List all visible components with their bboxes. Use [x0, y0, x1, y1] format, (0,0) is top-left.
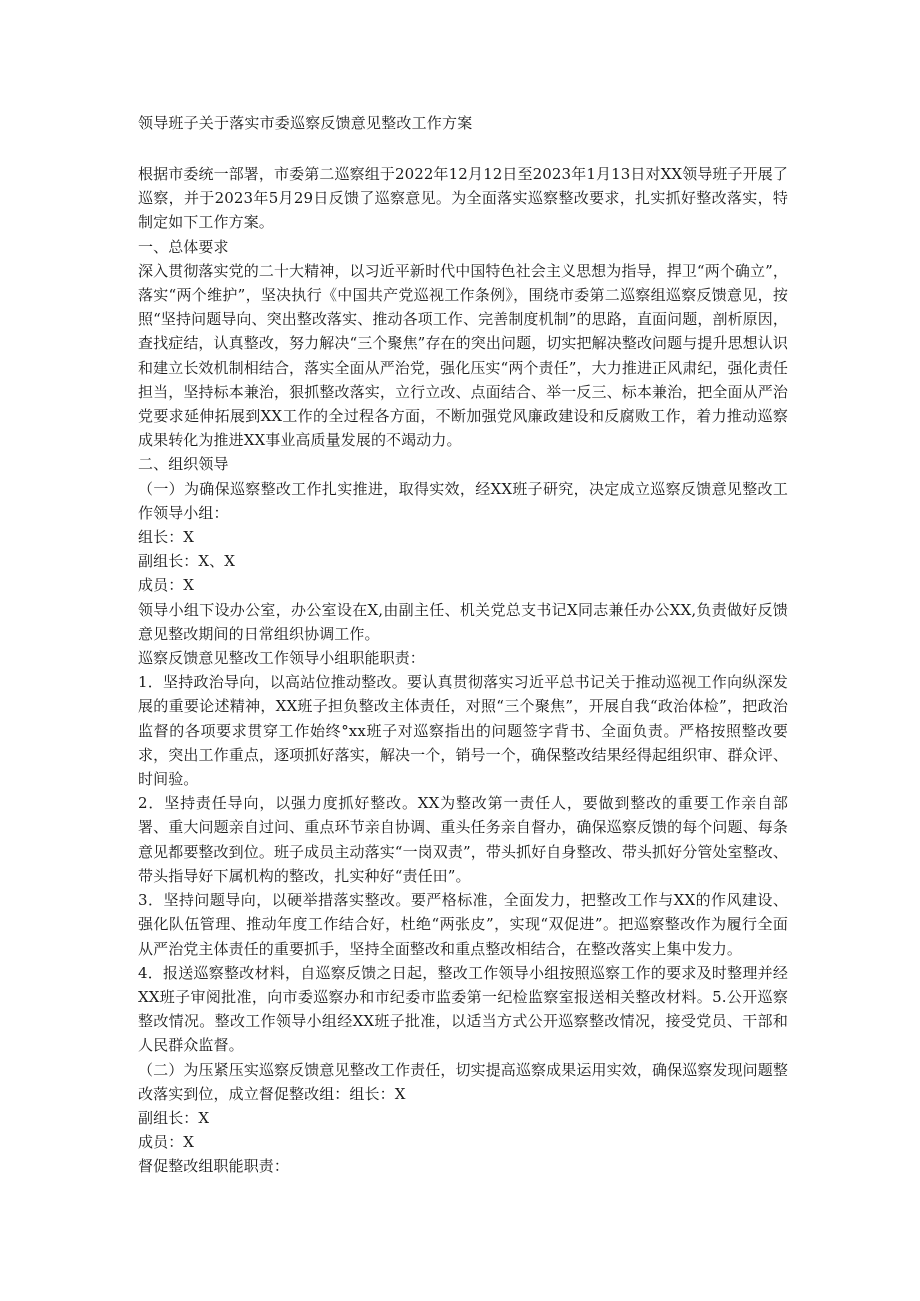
- group-leader-line: 组长：X: [138, 528, 195, 547]
- leading-group-paragraph: （一）为确保巡察整改工作扎实推进，取得实效，经XX班子研究，决定成立巡察反馈意见整改工作领导小组：: [138, 479, 788, 522]
- supervision-duties-heading: 督促整改组职能职责：: [138, 1157, 290, 1176]
- intro-paragraph: 根据市委统一部署，市委第二巡察组于2022年12月12日至2023年1月13日对XX领导班子开展了巡察，并于2023年5月29日反馈了巡察意见。为全面落实巡察整改要求，扎实抓好整改落实，特制定如下工作方案。: [138, 165, 788, 232]
- office-paragraph: 领导小组下设办公室，办公室设在X,由副主任、机关党总支书记X同志兼任办公XX,负责做好反馈意见整改期间的日常组织协调工作。: [138, 600, 788, 643]
- general-requirements-paragraph: 深入贯彻落实党的二十大精神，以习近平新时代中国特色社会主义思想为指导，捍卫“两个确立”，落实“两个维护”，坚决执行《中国共产党巡视工作条例》，围绕市委第二巡察组巡察反馈意见，按照“坚持问题导向、突出整改落实、推动各项工作、完善制度机制”的思路，直面问题，剖析原因，查找症结，认真整改，努力解决“三个聚焦”存在的突出问题，切实把解决整改问题与提升思想认识和建立长效机制相结合，落实全面从严治党，强化压实“两个责任”，大力推进正风肃纪，强化责任担当，坚持标本兼治，狠抓整改落实，立行立改、点面结合、举一反三、标本兼治，把全面从严治党要求延伸拓展到XX工作的全过程各方面，不断加强党风廉政建设和反腐败工作，着力推动巡察成果转化为推进XX事业高质量发展的不竭动力。: [138, 261, 788, 450]
- document-title: 领导班子关于落实市委巡察反馈意见整改工作方案: [138, 114, 473, 132]
- duty-item-4-5: 4．报送巡察整改材料，自巡察反馈之日起，整改工作领导小组按照巡察工作的要求及时整理并经XX班子审阅批准，向市委巡察办和市纪委市监委第一纪检监察室报送相关整改材料。5.公开巡察整改情况。整改工作领导小组经XX班子批准，以适当方式公开巡察整改情况，接受党员、干部和人民群众监督。: [138, 963, 788, 1055]
- supervision-members-line: 成员：X: [138, 1133, 195, 1152]
- members-line: 成员：X: [138, 576, 195, 595]
- duty-item-3: 3．坚持问题导向，以硬举措落实整改。要严格标准，全面发力，把整改工作与XX的作风建设、强化队伍管理、推动年度工作结合好，杜绝“两张皮”，实现“双促进”。把巡察整改作为履行全面从严治党主体责任的重要抓手，坚持全面整改和重点整改相结合，在整改落实上集中发力。: [138, 891, 788, 958]
- section-heading-general-requirements: 一、总体要求: [138, 237, 229, 256]
- supervision-group-paragraph: （二）为压紧压实巡察反馈意见整改工作责任，切实提高巡察成果运用实效，确保巡察发现问题整改落实到位，成立督促整改组：组长：X: [138, 1060, 788, 1103]
- duty-item-2: 2．坚持责任导向，以强力度抓好整改。XX为整改第一责任人，要做到整改的重要工作亲自部署、重大问题亲自过问、重点环节亲自协调、重头任务亲自督办，确保巡察反馈的每个问题、每条意见都要整改到位。班子成员主动落实“一岗双责”，带头抓好自身整改、带头抓好分管处室整改、带头指导好下属机构的整改，扎实种好“责任田”。: [138, 794, 788, 885]
- document-page: [138, 112, 788, 1179]
- duty-item-1: 1．坚持政治导向，以高站位推动整改。要认真贯彻落实习近平总书记关于推动巡视工作向纵深发展的重要论述精神，XX班子担负整改主体责任，对照“三个聚焦”，开展自我“政治体检”，把政治监督的各项要求贯穿工作始终°xx班子对巡察指出的问题签字背书、全面负责。严格按照整改要求，突出工作重点，逐项抓好落实，解决一个，销号一个，确保整改结果经得起组织审、群众评、时间验。: [138, 673, 788, 789]
- duties-heading: 巡察反馈意见整改工作领导小组职能职责：: [138, 649, 425, 668]
- supervision-deputy-leader-line: 副组长：X: [138, 1108, 210, 1127]
- deputy-leader-line: 副组长：X、X: [138, 552, 236, 571]
- section-heading-organization: 二、组织领导: [138, 455, 229, 474]
